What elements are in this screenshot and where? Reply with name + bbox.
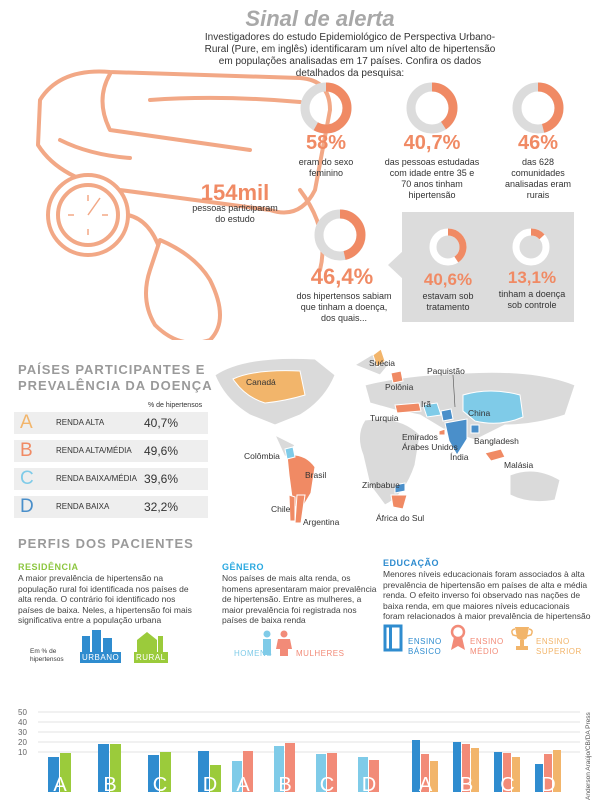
map-label-india: Índia xyxy=(450,452,469,462)
participants-label: pessoas participaram do estudo xyxy=(192,203,278,224)
photo-credit: Anderson Araújo/CB/DA Press xyxy=(585,712,592,800)
map-label-canada: Canadá xyxy=(246,377,276,387)
map-label-iran: Irã xyxy=(421,399,431,409)
map-label-chile: Chile xyxy=(271,504,291,514)
gender-text: Nos países de mais alta renda, os homens apresentaram maior prevalência de hipertensão. Entre as mulheres, a maior prevalência foi registrada nos países de baixa renda xyxy=(222,573,377,625)
education-text: Menores níveis educacionais foram associados à alta prevalência de hipertensão em países de alta e média renda. O efeito inverso foi observado nas nações de baixa renda, em que maiores níveis educacionais foram relacionados à maior prevalência de hipertensão xyxy=(383,569,591,621)
category-label: B xyxy=(459,774,474,796)
page-title: Sinal de alerta xyxy=(245,6,395,31)
category-label: C xyxy=(500,774,515,796)
col-header: % de hipertensos xyxy=(148,402,203,409)
y-tick-label: 10 xyxy=(18,748,27,757)
legend-rural: RURAL xyxy=(136,653,166,662)
map-label-brazil: Brasil xyxy=(305,470,327,480)
residence-text: A maior prevalência de hipertensão na população rural foi identificada nos países de alta renda. O contrário foi identificado nos países de baixa. Neles, a hipertensão foi mais significativa entre a população urbana xyxy=(18,573,192,625)
stat-controlled-label: tinham a doença sob controle xyxy=(498,289,566,310)
stat-treatment-value: 40,6% xyxy=(423,270,473,289)
map-label-south-africa: África do Sul xyxy=(376,513,425,523)
legend-middle: ENSINO MÉDIO xyxy=(470,637,504,656)
income-value: 32,2% xyxy=(143,500,178,514)
map-label-bangladesh: Bangladesh xyxy=(474,436,519,446)
countries-title-2: PREVALÊNCIA DA DOENÇA xyxy=(18,378,213,393)
y-tick-label: 50 xyxy=(18,708,27,717)
book-icon xyxy=(382,624,404,652)
stat-treatment-label: estavam sob tratamento xyxy=(422,291,474,312)
residence-heading: RESIDÊNCIA xyxy=(18,562,79,572)
income-label: RENDA BAIXA xyxy=(56,502,110,511)
intro-text: Investigadores do estudo Epidemiológico de Perspectiva Urbano-Rural (Pure, em inglês) identificaram um nível alto de hipertensão em populações analisadas em 17 países. Confira os dados detalhados da pesquisa: xyxy=(204,32,496,79)
map-label-argentina: Argentina xyxy=(303,517,340,527)
y-tick-label: 40 xyxy=(18,718,27,727)
stat-hypertension-value: 40,7% xyxy=(403,132,461,154)
category-label: B xyxy=(278,774,292,796)
map-label-sweden: Suécia xyxy=(369,358,395,368)
y-axis-label: Em % de hipertensos xyxy=(30,648,64,663)
category-label: C xyxy=(152,774,168,796)
map-label-uae: Emirados Árabes Unidos xyxy=(402,432,458,452)
income-letter: C xyxy=(20,468,34,489)
gender-heading: GÊNERO xyxy=(222,562,265,572)
legend-urban: URBANO xyxy=(82,653,120,662)
education-heading: EDUCAÇÃO xyxy=(383,558,440,568)
stat-rural-label: das 628 comunidades analisadas eram rurais xyxy=(504,157,572,200)
category-label: A xyxy=(53,774,67,796)
stat-female-label: eram do sexo feminino xyxy=(298,157,354,178)
category-label: C xyxy=(319,774,335,796)
map-label-colombia: Colômbia xyxy=(244,451,280,461)
income-label: RENDA ALTA xyxy=(56,418,105,427)
stat-aware-label: dos hipertensos sabiam que tinham a doença, dos quais... xyxy=(296,291,392,323)
category-label: A xyxy=(418,774,433,796)
category-label: D xyxy=(541,774,556,796)
world-map xyxy=(205,345,590,530)
trophy-icon xyxy=(510,624,534,652)
income-row-a xyxy=(14,412,208,434)
income-row-d xyxy=(14,496,208,518)
map-label-china: China xyxy=(468,408,491,418)
countries-title-1: PAÍSES PARTICIPANTES E xyxy=(18,362,206,377)
legend-basic: ENSINO BÁSICO xyxy=(408,637,442,656)
legend-higher: ENSINO SUPERIOR xyxy=(536,637,582,656)
medal-icon xyxy=(448,624,468,652)
stat-aware-value: 46,4% xyxy=(310,264,374,289)
stat-rural-value: 46% xyxy=(517,132,559,154)
stat-female-value: 58% xyxy=(305,132,347,154)
stat-controlled-value: 13,1% xyxy=(507,268,557,287)
y-tick-label: 30 xyxy=(18,728,27,737)
profile-bar-charts xyxy=(0,660,600,803)
legend-women: MULHERES xyxy=(296,649,345,658)
category-label: D xyxy=(202,774,218,796)
stat-hypertension-label: das pessoas estudadas com idade entre 35 e 70 anos tinham hipertensão xyxy=(384,157,480,200)
map-label-zimbabwe: Zimbabue xyxy=(362,480,400,490)
income-value: 49,6% xyxy=(143,444,178,458)
category-label: A xyxy=(236,774,250,796)
participants-value: 154mil xyxy=(200,180,270,205)
farm-icon xyxy=(134,628,164,654)
city-icon xyxy=(80,628,114,654)
map-label-poland: Polônia xyxy=(385,382,414,392)
legend-men: HOMENS xyxy=(234,649,273,658)
income-row-b xyxy=(14,440,208,462)
income-letter: D xyxy=(20,496,34,517)
y-tick-label: 20 xyxy=(18,738,27,747)
income-value: 39,6% xyxy=(143,472,178,486)
map-label-turkey: Turquia xyxy=(370,413,399,423)
category-label: D xyxy=(361,774,377,796)
map-label-pakistan: Paquistão xyxy=(427,366,465,376)
map-label-malaysia: Malásia xyxy=(504,460,534,470)
profiles-title: PERFIS DOS PACIENTES xyxy=(18,536,194,551)
income-letter: B xyxy=(20,440,33,461)
income-row-c xyxy=(14,468,208,490)
income-label: RENDA BAIXA/MÉDIA xyxy=(56,474,137,483)
income-label: RENDA ALTA/MÉDIA xyxy=(56,446,132,455)
category-label: B xyxy=(103,774,117,796)
income-letter: A xyxy=(20,412,33,433)
income-value: 40,7% xyxy=(143,416,178,430)
